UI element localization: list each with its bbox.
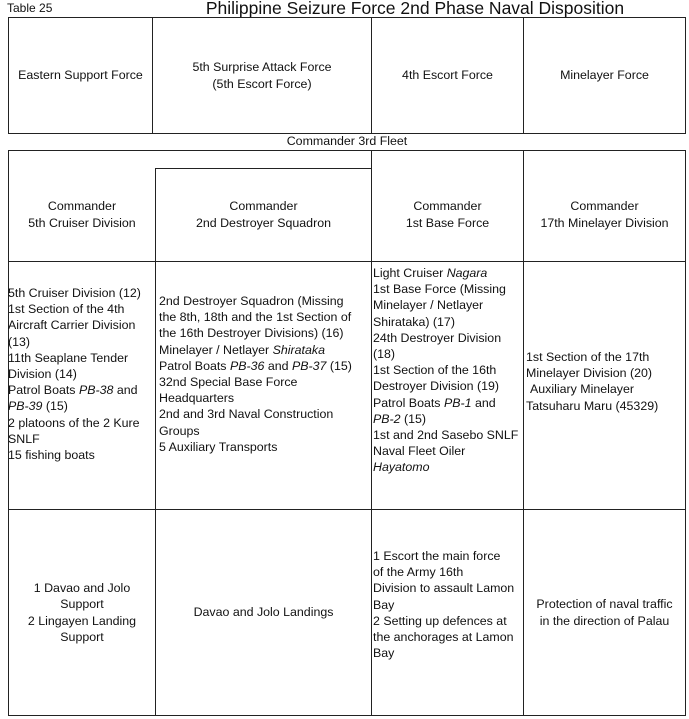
units-17th-minelayer-division (526, 349, 684, 414)
mission-17th-minelayer-division (523, 509, 686, 716)
unit-line: 1st and 2nd Sasebo SNLF (373, 428, 519, 443)
commander-fleet-label: Commander 3rd Fleet (286, 134, 408, 149)
unit-line: Minelayer / Netlayer (373, 298, 484, 313)
force-sublabel: (5th Escort Force) (212, 76, 312, 91)
unit-line: 11th Seaplane Tender (8, 350, 129, 365)
unit-line: 15 fishing boats (8, 448, 95, 463)
unit-line: Naval Fleet Oiler (373, 444, 466, 459)
force-label: Minelayer Force (560, 68, 649, 83)
unit-line: Auxiliary Minelayer (530, 382, 634, 397)
mission-line: 1 Davao and Jolo (33, 581, 131, 596)
ship-name: PB-38 (78, 383, 114, 398)
unit-line: SNLF (8, 431, 40, 446)
unit-line: 2nd and 3rd Naval Construction (159, 407, 334, 422)
units-2nd-destroyer-squadron (159, 293, 371, 455)
commander-line: 17th Minelayer Division (540, 215, 669, 230)
commander-1st-base-force (371, 168, 524, 261)
unit-line: (13) (8, 334, 31, 349)
table-label: Table 25 (7, 1, 53, 15)
mission-line: Davao and Jolo Landings (193, 605, 334, 620)
unit-line: 1st Section of the 16th (373, 363, 497, 378)
ship-name: PB-1 (443, 395, 472, 410)
mission-line: 1 Escort the main force (373, 549, 501, 563)
mission-line: 2 Lingayen Landing (27, 613, 137, 628)
unit-line: Minelayer Division (20) (526, 366, 653, 381)
unit-line: Shirataka) (17) (373, 314, 455, 329)
unit-text: and (471, 395, 496, 410)
force-label: 5th Surprise Attack Force (192, 60, 332, 75)
mission-line: 2 Setting up defences at (373, 613, 507, 628)
mission-line: in the direction of Palau (539, 613, 670, 628)
unit-text: Patrol Boats (373, 395, 444, 410)
ship-name: Nagara (446, 266, 488, 280)
commander-line: Commander (47, 199, 117, 214)
unit-text: (15) (42, 399, 68, 414)
mission-line: Bay (373, 646, 395, 661)
unit-text: Light Cruiser (373, 266, 447, 280)
unit-line: 32nd Special Base Force (159, 375, 298, 390)
ship-name: PB-37 (291, 358, 327, 373)
unit-text: and (113, 383, 138, 398)
ship-name: PB-39 (8, 399, 43, 414)
unit-line: the 16th Destroyer Divisions) (16) (159, 326, 344, 341)
commander-line: 5th Cruiser Division (28, 215, 136, 230)
unit-text: Patrol Boats (8, 383, 79, 398)
unit-line (8, 382, 158, 398)
ship-name: Hayatomo (373, 460, 430, 475)
units-5th-cruiser-division (8, 285, 158, 463)
unit-line: 2nd Destroyer Squadron (Missing (159, 294, 344, 308)
divider (8, 261, 686, 262)
unit-text: Minelayer / Netlayer (159, 342, 273, 357)
commander-line: Commander (570, 199, 639, 214)
force-eastern-support (8, 17, 153, 134)
force-4th-escort (371, 17, 524, 134)
unit-line (8, 398, 158, 414)
commander-3rd-fleet (8, 133, 686, 150)
unit-line: Headquarters (159, 391, 235, 406)
force-label: 4th Escort Force (402, 68, 493, 83)
commander-2nd-destroyer-squadron (155, 168, 372, 261)
mission-line: Bay (373, 597, 395, 612)
unit-line: (18) (373, 347, 396, 362)
unit-line: 5th Cruiser Division (12) (8, 286, 141, 300)
unit-line: 2 platoons of the 2 Kure (8, 415, 140, 430)
mission-2nd-destroyer-squadron (155, 509, 372, 716)
ship-name: Shirataka (272, 342, 325, 357)
unit-line: Groups (159, 423, 200, 438)
unit-text: Patrol Boats (159, 358, 230, 373)
force-minelayer (523, 17, 686, 134)
unit-line (159, 358, 371, 374)
unit-line (373, 411, 523, 427)
mission-line: Support (60, 629, 104, 644)
unit-line: 1st Base Force (Missing (373, 282, 506, 297)
unit-line: the 8th, 18th and the 1st Section of (159, 310, 352, 325)
commander-line: Commander (229, 199, 298, 214)
unit-line (159, 342, 371, 358)
mission-line: Protection of naval traffic (536, 597, 673, 612)
unit-line: 5 Auxiliary Transports (159, 439, 278, 454)
mission-1st-base-force (373, 548, 523, 661)
unit-text: (15) (326, 358, 352, 373)
mission-line: Support (60, 597, 104, 612)
mission-5th-cruiser-division (8, 509, 156, 716)
ship-name: PB-2 (373, 411, 401, 426)
unit-line: Aircraft Carrier Division (8, 318, 136, 333)
table-title: Philippine Seizure Force 2nd Phase Naval Disposition (205, 0, 625, 18)
unit-text: and (264, 358, 292, 373)
unit-line: Division (14) (8, 367, 77, 382)
commander-5th-cruiser-division (8, 168, 156, 261)
mission-line: Division to assault Lamon (373, 581, 515, 596)
mission-line: the anchorages at Lamon (373, 630, 514, 645)
unit-line: 1st Section of the 4th (8, 302, 125, 317)
ship-name: PB-36 (229, 358, 265, 373)
force-5th-surprise-attack (152, 17, 372, 134)
unit-line: Destroyer Division (19) (373, 379, 500, 394)
commander-line: 1st Base Force (405, 215, 490, 230)
units-1st-base-force (373, 265, 523, 476)
unit-line (373, 395, 523, 411)
commander-line: Commander (413, 199, 482, 214)
unit-line (373, 265, 523, 281)
commander-line: 2nd Destroyer Squadron (195, 215, 331, 230)
unit-text: (15) (400, 411, 427, 426)
mission-line: of the Army 16th (373, 565, 464, 580)
unit-line: Tatsuharu Maru (45329) (526, 398, 659, 413)
force-label: Eastern Support Force (18, 68, 143, 83)
commander-17th-minelayer-division (523, 168, 686, 261)
unit-line: 24th Destroyer Division (373, 330, 502, 345)
unit-line: 1st Section of the 17th (526, 350, 650, 364)
